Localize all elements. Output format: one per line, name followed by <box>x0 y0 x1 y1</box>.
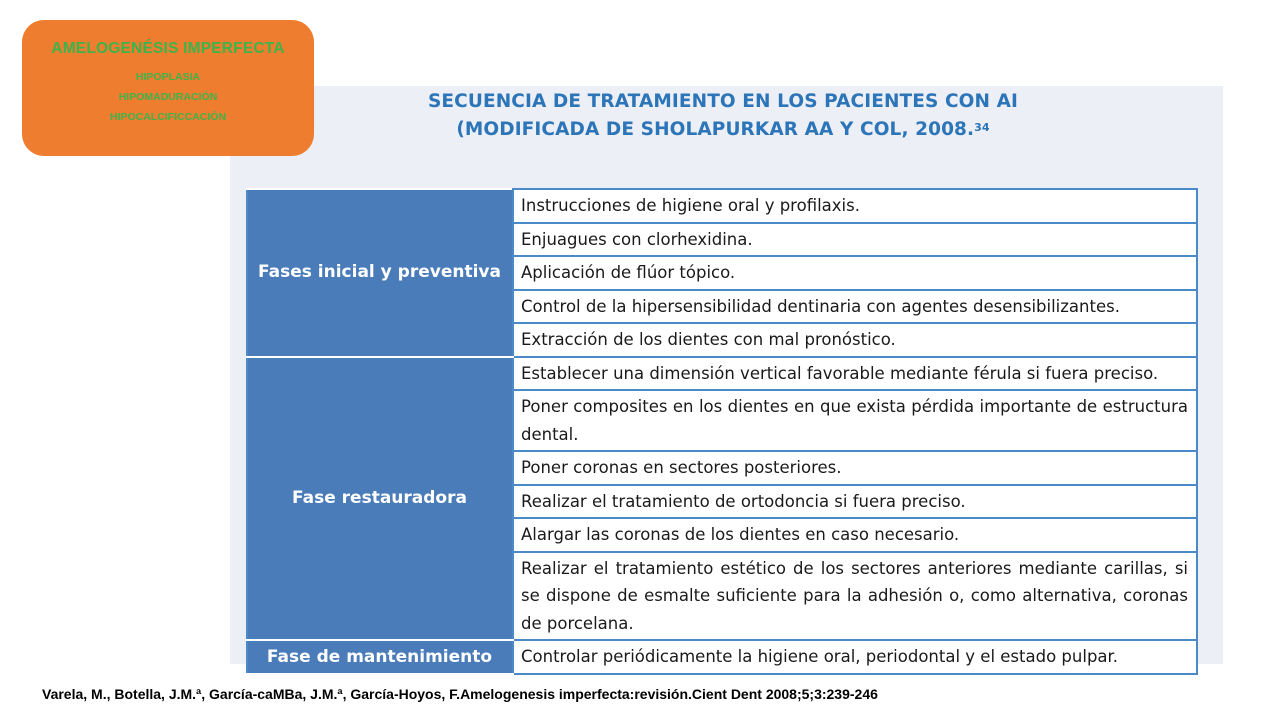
badge-subtype: HIPOCALCIFICCACIÓN <box>109 111 227 123</box>
badge-title: AMELOGENÉSIS IMPERFECTA <box>51 40 285 57</box>
step-cell: Alargar las coronas de los dientes en caso necesario. <box>513 518 1197 552</box>
title-line-1: SECUENCIA DE TRATAMIENTO EN LOS PACIENTES CON AI <box>428 91 1018 112</box>
badge-subtype: HIPOMADURACIÓN <box>118 91 218 103</box>
phase-cell-initial: Fases inicial y preventiva <box>247 189 513 357</box>
citation-footer: Varela, M., Botella, J.M.ª, García-caMBa, J.M.ª, García-Hoyos, F.Amelogenesis imperfecta:revisión.Cient Dent 2008;5;3:239-246 <box>42 686 878 702</box>
step-cell: Enjuagues con clorhexidina. <box>513 223 1197 257</box>
treatment-sequence-table <box>246 188 1198 675</box>
step-cell: Extracción de los dientes con mal pronóstico. <box>513 323 1197 357</box>
reference-superscript: 34 <box>974 121 990 134</box>
phase-cell-restorative: Fase restauradora <box>247 357 513 641</box>
step-cell: Realizar el tratamiento de ortodoncia si fuera preciso. <box>513 485 1197 519</box>
step-cell: Poner coronas en sectores posteriores. <box>513 451 1197 485</box>
step-cell: Realizar el tratamiento estético de los sectores anteriores mediante carillas, si se dispone de esmalte suficiente para la adhesión o, como alternativa, coronas de porcelana. <box>513 552 1197 641</box>
badge-subtypes <box>22 67 314 127</box>
step-cell: Poner composites en los dientes en que exista pérdida importante de estructura dental. <box>513 390 1197 451</box>
phase-cell-maintenance: Fase de mantenimiento <box>247 640 513 674</box>
title-line-2-text: (MODIFICADA DE SHOLAPURKAR AA Y COL, 2008. <box>456 119 975 140</box>
topic-badge <box>22 20 314 156</box>
step-cell: Controlar periódicamente la higiene oral, periodontal y el estado pulpar. <box>513 640 1197 674</box>
step-cell: Aplicación de flúor tópico. <box>513 256 1197 290</box>
step-cell: Instrucciones de higiene oral y profilaxis. <box>513 189 1197 223</box>
badge-subtype: HIPOPLASIA <box>135 71 201 83</box>
table-row <box>247 640 1197 674</box>
table-row <box>247 189 1197 223</box>
slide-title <box>323 88 1123 144</box>
step-cell: Establecer una dimensión vertical favorable mediante férula si fuera preciso. <box>513 357 1197 391</box>
step-cell: Control de la hipersensibilidad dentinaria con agentes desensibilizantes. <box>513 290 1197 324</box>
table-row <box>247 357 1197 391</box>
title-line-2 <box>323 116 1123 144</box>
